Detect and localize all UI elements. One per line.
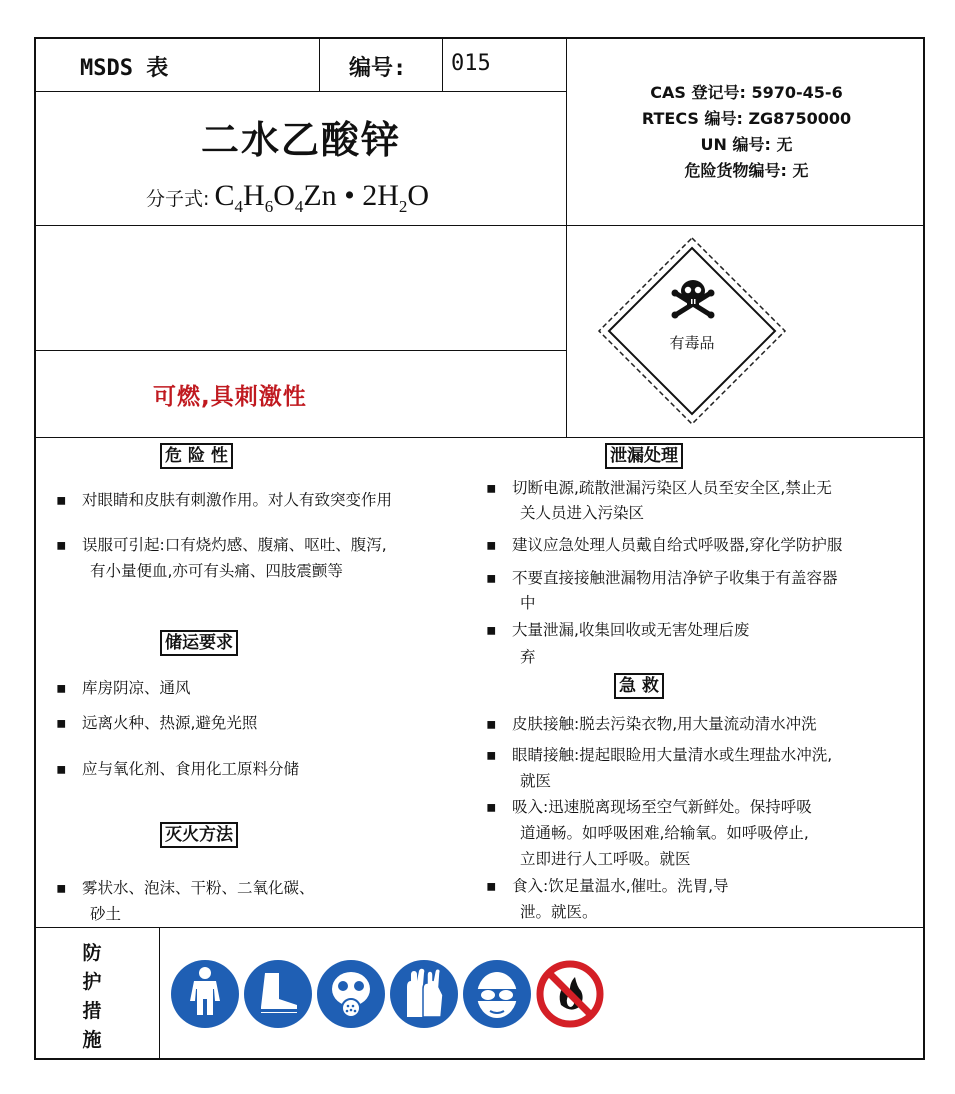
fire-item-1-cont: 砂土 bbox=[90, 905, 122, 923]
doc-type: MSDS 表 bbox=[80, 56, 169, 81]
number-label: 编号: bbox=[349, 56, 407, 81]
chemical-name: 二水乙酸锌 bbox=[200, 117, 401, 162]
protective-gloves-icon bbox=[389, 959, 459, 1029]
first-aid-item-3-cont2: 立即进行人工呼吸。就医 bbox=[520, 850, 691, 868]
hazard-item-2-cont: 有小量便血,亦可有头痛、四肢震颤等 bbox=[90, 562, 343, 580]
divider-protection-label bbox=[159, 927, 160, 1060]
fire-item-1: ▪ 雾状水、泡沫、干粉、二氧化碳、 bbox=[56, 879, 315, 897]
safety-boots-icon bbox=[243, 959, 313, 1029]
divider-protection bbox=[36, 927, 925, 928]
fire-section-title: 灭火方法 bbox=[160, 822, 238, 848]
spill-section-title: 泄漏处理 bbox=[605, 443, 683, 469]
storage-item-2: ▪ 远离火种、热源,避免光照 bbox=[56, 714, 258, 732]
spill-item-3-cont: 中 bbox=[520, 594, 536, 612]
storage-section-title: 储运要求 bbox=[160, 630, 238, 656]
molecular-formula: $C_4H_6O_4Zn$ • $2H_2O$ bbox=[214, 179, 430, 216]
hazard-section-title: 危 险 性 bbox=[160, 443, 233, 469]
registry-block bbox=[568, 80, 925, 184]
cas-number: CAS 登记号: 5970-45-6 bbox=[650, 83, 843, 102]
number-value: 015 bbox=[451, 51, 491, 76]
formula-row bbox=[146, 179, 429, 217]
first-aid-item-2-cont: 就医 bbox=[520, 772, 552, 790]
divider-number-label bbox=[319, 39, 320, 91]
first-aid-item-1: ▪ 皮肤接触:脱去污染衣物,用大量流动清水冲洗 bbox=[486, 715, 817, 733]
divider-right-column bbox=[566, 39, 567, 437]
spill-item-1: ▪ 切断电源,疏散泄漏污染区人员至安全区,禁止无 bbox=[486, 479, 832, 497]
hazard-item-2: ▪ 误服可引起:口有烧灼感、腹痛、呕吐、腹泻, bbox=[56, 536, 387, 554]
storage-item-3: ▪ 应与氧化剂、食用化工原料分储 bbox=[56, 760, 300, 778]
divider-hazard-label bbox=[36, 350, 566, 351]
dangerous-goods-number: 危险货物编号: 无 bbox=[684, 161, 809, 180]
protective-suit-icon bbox=[170, 959, 240, 1029]
spill-item-2: ▪ 建议应急处理人员戴自给式呼吸器,穿化学防护服 bbox=[486, 536, 843, 554]
divider-sections bbox=[36, 437, 925, 438]
first-aid-item-3-cont: 道通畅。如呼吸困难,给输氧。如呼吸停止, bbox=[520, 824, 809, 842]
pictogram-text: 有毒品 bbox=[669, 334, 715, 352]
un-number: UN 编号: 无 bbox=[700, 135, 793, 154]
msds-sheet bbox=[34, 37, 925, 1060]
first-aid-section-title: 急 救 bbox=[614, 673, 664, 699]
spill-item-3: ▪ 不要直接接触泄漏物用洁净铲子收集于有盖容器 bbox=[486, 569, 838, 587]
gas-mask-icon bbox=[316, 959, 386, 1029]
rtecs-number: RTECS 编号: ZG8750000 bbox=[641, 109, 852, 128]
divider-header bbox=[36, 91, 566, 92]
spill-item-4-cont: 弃 bbox=[520, 648, 536, 666]
spill-item-4: ▪ 大量泄漏,收集回收或无害处理后废 bbox=[486, 621, 750, 639]
toxic-pictogram bbox=[597, 236, 787, 426]
first-aid-item-4: ▪ 食入:饮足量温水,催吐。洗胃,导 bbox=[486, 877, 729, 895]
first-aid-item-2: ▪ 眼睛接触:提起眼睑用大量清水或生理盐水冲洗, bbox=[486, 746, 833, 764]
first-aid-item-3: ▪ 吸入:迅速脱离现场至空气新鲜处。保持呼吸 bbox=[486, 798, 812, 816]
no-fire-icon bbox=[535, 959, 605, 1029]
formula-label: 分子式: bbox=[146, 188, 210, 210]
hazard-label: 可燃,具刺激性 bbox=[153, 384, 307, 410]
hazard-item-1: ▪ 对眼睛和皮肤有刺激作用。对人有致突变作用 bbox=[56, 491, 393, 509]
protection-label: 防 护 措 施 bbox=[82, 942, 102, 1051]
safety-goggles-icon bbox=[462, 959, 532, 1029]
divider-title bbox=[36, 225, 925, 226]
divider-number-value bbox=[442, 39, 443, 91]
first-aid-item-4-cont: 泄。就医。 bbox=[520, 903, 598, 921]
spill-item-1-cont: 关人员进入污染区 bbox=[520, 504, 645, 522]
storage-item-1: ▪ 库房阴凉、通风 bbox=[56, 679, 191, 697]
